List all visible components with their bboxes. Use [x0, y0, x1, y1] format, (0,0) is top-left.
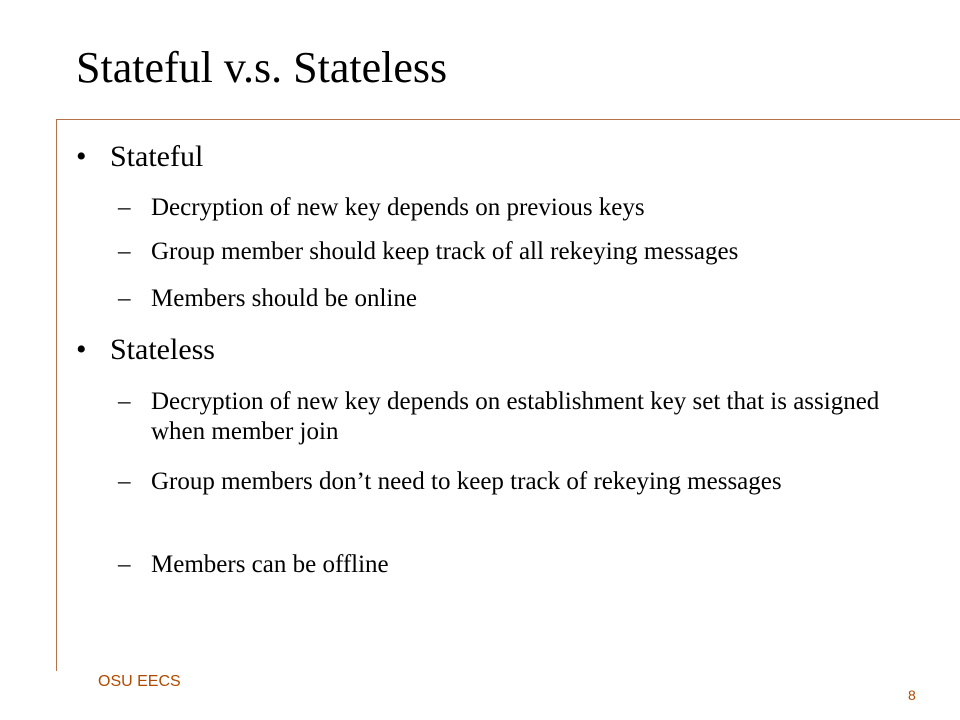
sub-item: [118, 467, 918, 497]
sub-item: [118, 284, 918, 314]
dash-icon: –: [118, 551, 131, 578]
sub-item: [118, 550, 918, 580]
sub-item-text: Decryption of new key depends on establishment key set that is assigned when member join: [151, 388, 880, 445]
dash-icon: –: [118, 388, 131, 415]
sub-item-text: Members should be online: [151, 285, 417, 312]
footer-org: OSU EECS: [98, 673, 181, 690]
dash-icon: –: [118, 285, 131, 312]
bullet-icon: •: [76, 140, 87, 173]
bullet-stateful: [76, 139, 203, 175]
page-number: 8: [908, 687, 916, 703]
dash-icon: –: [118, 238, 131, 265]
slide-title: Stateful v.s. Stateless: [76, 43, 448, 92]
bullet-label: Stateful: [110, 140, 204, 173]
sub-item: [118, 193, 918, 223]
dash-icon: –: [118, 194, 131, 221]
bullet-label: Stateless: [110, 333, 215, 366]
sub-item-text: Group members don’t need to keep track of rekeying messages: [151, 468, 782, 495]
sub-item-text: Members can be offline: [151, 551, 389, 578]
dash-icon: –: [118, 468, 131, 495]
sub-item: [118, 387, 918, 447]
sub-item: [118, 237, 918, 267]
bullet-stateless: [76, 332, 215, 368]
sub-item-text: Decryption of new key depends on previous keys: [151, 194, 645, 221]
sub-item-text: Group member should keep track of all rekeying messages: [151, 238, 739, 265]
bullet-icon: •: [76, 333, 87, 366]
